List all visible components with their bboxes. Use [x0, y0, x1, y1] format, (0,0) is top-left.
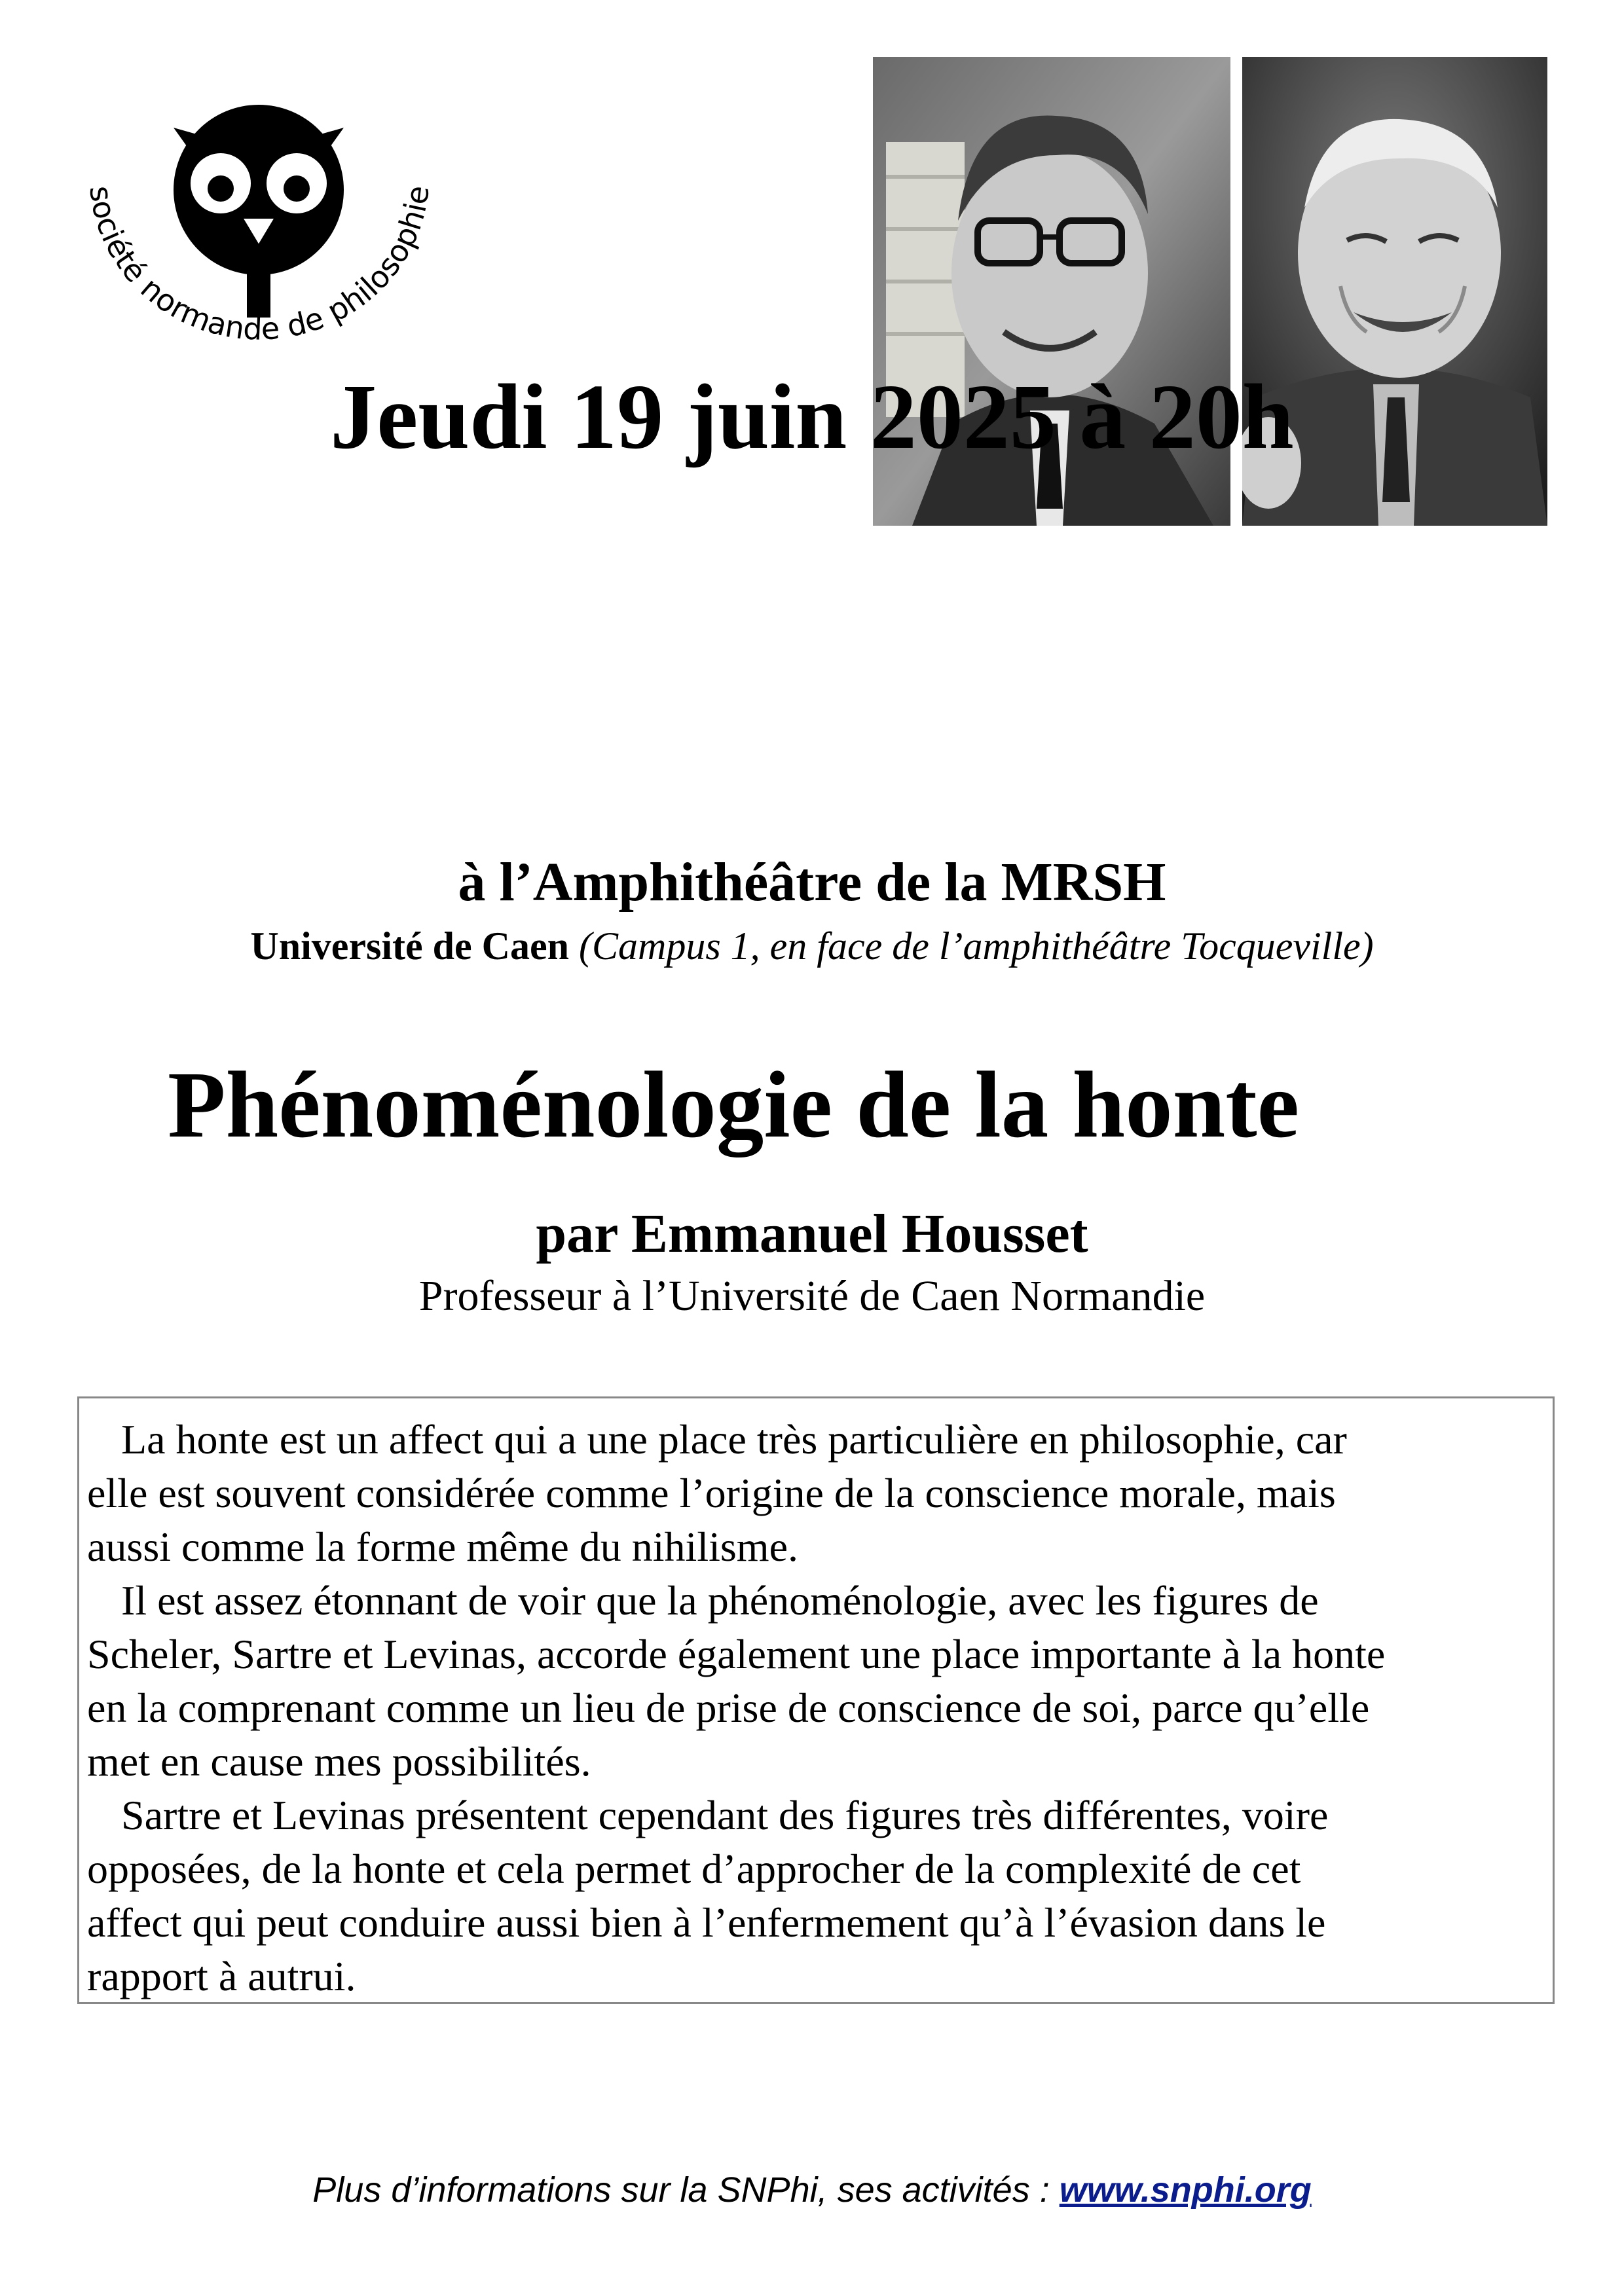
abstract-line: en la comprenant comme un lieu de prise de conscience de soi, parce qu’elle: [87, 1685, 1370, 1731]
university-name: Université de Caen: [250, 924, 569, 968]
abstract-line: elle est souvent considérée comme l’origine de la conscience morale, mais: [87, 1470, 1336, 1516]
abstract-line: La honte est un affect qui a une place très particulière en philosophie, car: [121, 1416, 1347, 1463]
speaker-name: par Emmanuel Housset: [536, 1203, 1088, 1264]
abstract-paragraph-3: [87, 1789, 1536, 2003]
event-location: [0, 922, 1624, 971]
abstract-line: Scheler, Sartre et Levinas, accorde également une place importante à la honte: [87, 1631, 1386, 1677]
abstract-line: met en cause mes possibilités.: [87, 1738, 591, 1785]
footer-text: Plus d’informations sur la SNPhi, ses activités :: [312, 2170, 1060, 2210]
talk-title: Phénoménologie de la honte: [168, 1053, 1299, 1157]
website-link[interactable]: www.snphi.org: [1059, 2170, 1312, 2210]
abstract-line: affect qui peut conduire aussi bien à l’enfermement qu’à l’évasion dans le: [87, 1899, 1326, 1946]
svg-text:société normande de philosophi: société normande de philosophie: [83, 183, 436, 347]
abstract-paragraph-1: [87, 1413, 1536, 1574]
abstract-paragraph-2: [87, 1574, 1536, 1789]
abstract-line: opposées, de la honte et cela permet d’approcher de la complexité de cet: [87, 1846, 1301, 1892]
event-date: Jeudi 19 juin 2025 à 20h: [330, 365, 1294, 468]
event-venue: à l’Amphithéâtre de la MRSH: [458, 852, 1166, 913]
abstract-line: aussi comme la forme même du nihilisme.: [87, 1523, 798, 1570]
speaker-role: Professeur à l’Université de Caen Normandie: [418, 1272, 1206, 1320]
owl-logo-icon: [75, 98, 442, 386]
footer-info: [0, 2169, 1624, 2212]
society-logo: [75, 98, 442, 386]
abstract-line: Il est assez étonnant de voir que la phénoménologie, avec les figures de: [121, 1577, 1319, 1624]
location-note: (Campus 1, en face de l’amphithéâtre Tocqueville): [578, 924, 1374, 968]
abstract-line: Sartre et Levinas présentent cependant des figures très différentes, voire: [121, 1792, 1329, 1838]
abstract-box: [77, 1396, 1555, 2004]
abstract-line: rapport à autrui.: [87, 1953, 356, 1999]
